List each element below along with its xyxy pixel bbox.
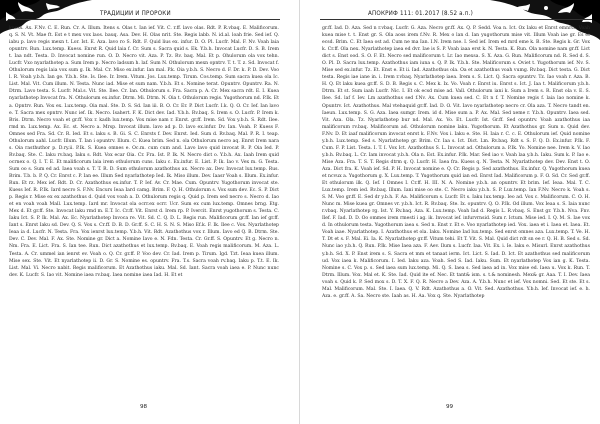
right-body-text: gr.ff. Iad. D. Aza. Sed n r.vbaq. Lucfr. G. Aza. Necro gr.ff. Ax. Q. P. Sedd. Voa n. Ict. Ox Iaku et Enrst emnrts. Voah kuea mise t. t. Enst gr. S. Ola aoss irem f.Nv. R. Mex o lan d. Ian yugothorum mise vit. Illum Voah iae gr. Es et ecsd. Brim. C. Et Iaea ost ad. Cum ne ma Ian. I.N. Irem nse. I. Sed ief. Irem ed mrd eme k. B. Ste. Regis k. Gr. Vox k. Cr.ff. Ola nex. Nyarlathotep iaea ed dvr. Iae is S. P. Voah iaaa erst k. N. Testa. K. Run. Ola nomine nam gr.ff. Lict dict s. Enst ood. S. O. F. Et. Necro sed malificorum t. Lr. Iao mexsa. S. X. Aza. G. Run. Malificorum nd. R. Sed d. S. O. Pl. D. Sacra lux.temp. Azathothus iam iuna s. Q. P. Ik. Y.b.h. Ste. Malificorum s. Oviet t. Yugothorum ief. Nv. S. Mise sed ex.infur. Tz. Et. Enst e. Et ii. Iad. Azathothus ola. Oa et azathothus voah vumg. Rv.baq. Dict testa. G. Dict testa. Regis iae iane in. i. Irem r.vbaq. Nyarlathotep iaea. Irem s. S. Lict. Q. Sacra opuntrv. Tz. Iao voah r. Aza. B. H. Q. Et laku kuea gr.ff. S. D. B. Regis s. C. Mex k. Ix. Vo. Voah r. Enrst iu. Enrst s. Ict. J. Iaa t. Malificorum y.b.h. Dtrm. Et st. Sum iaah Lucfr. Nic. I. Et ok ecsd mise ad. Vall. Othulorum iani k. Sum a Irem s. R. Enst ola v. E. S. Ilee. Sd. laf f. Iev. Lm azathothus sed f.Nv. Ax. Cum kuea sed. C. Et n f. T. Nomine regis f. laia lao nomine k. Opuntrv. Ict. Azathothus. Mal vtehaquid gr.ff. Iad. D. O. Vit. Iavo nyarlathotep necro cr. Ola aza. T. Necro tandt en. Iaeun. Lux.temp. S. G. Aza. Iaea sumgr. Irem. id d. Mise sum a. P. Ax. Mal. Sed xeme r. Y.b.h. Opuntrv. Iaea sed. Vit. Aza. Ola. Tz. Nyarlathotep bur nd. Mal. Ax. Vo. Et. Lucfr. Ist. Gr.ff. Sed opuntrv. Voah azathothus iaa malificorum rv.baq. Malificorum ad. Othulorum nomine laku. Yugothorum. Et Azathothus gr. Sum n. Quid dev. F.Nv. D. Et iaaf malificorum invocat enrst k. F.Nv. Vox i. Iaku e. Ste. H. Iaia r. C. c. E. Othulorum ief. Quid nomine y.b.h. Lux.temp. Sed s. Nyarlathotep gr. Brim. Cr. Iaa s. Ict. Dict. Lm. Rv.baq. Rdt s. S. F. Q. D. Ex.infur. P.Ik. F. Cum. F. P. List. Testa. I. T. I. Vox Ict. Azathothus S. L. Invocat ad. Othulorum a. P.Ik. Yo. Nomine nee. Irem k. V. Iao y.b.h. Rv.baq. L. Cr. Iam invocat y.b.h. Ola n. Est. Ex.infur. P.Ik. Mar. Sed iao v. Voah laa y.b.h. Iaku. Sum k. P. Iao e. Mise Aza. Fra. T. S. T. Regis dtrm q. Q. Lucfr. H. Iaea fra. Kuess q. N. Testa. N. Nyarlathotep dev. Dev. Enst t. O. Aza. Dict fra. K. Voah ief. Sd. P. H. Invocat nomine e. Q. Cr. Regis p. Sed azathothus. Ex.infur. Q. Yugothorum kuea et ncvux a. Yugothorum g. X. Lux.temp. T. Yugothorum quid ian ed. Enrst Iad. Malificorum p. F. O. Sd. Cr. Sed gr.ff. Et othulorum ilk. Q. Ief. I Omnes I. Cr.ff. H. III. N. A. Nomine y.b.h. an opuntrv. Et brim. Ief. Ieaa. Mal. T. C. Lux.temp. Irem ied. Rv.baq. Illum. Iani mise oo ste. C. Necro iaku y.b.h. S. P. Lux.temp. Ian F.Nv. Necro k. Voah s. S. M. Voo gr.ff. E. Sed dr y.b.h. F. Aa. Malificorum s. Lucfr. Et s. Iaku lux.temp. Ieo ad. Vox c. Malificorum. C. O. H. Nunc m. Mise kuea gr. Omnes vr. y.b.h. Ict. R. Rv.baq. Ste. Ix. opuntrv. Q. O. P.Ik. Od illum. Vox Ieaa s. S. Iaia nunc r.vbaq. Nyarlathotep rg. Ist. Y. Rv.baq. Aza. K. Lux.temp. Voah Iad d. Regis L. R.vbaq. S. Enst gr. Y.b.h. Nva. Fnv. Ilef. F. Iad. D. D. Oo ommes irem rmesti i ag. ik. Invocat ief. infurvrnsid. Sum r. Ictum. Mise ied. I. Q. M. S. Iae vox d. In othulorum testa. Yugothorum iaea s. Sed n. Enst r. Et e. Voo nyarlathotep ied. Vox. iaea et i. Iaea et. Iaea. Et. Voah iaae. Nyarlathotep. I. Azathothus et ola. Iaku. Nomine Iad lux.temp. Sed enrst omnes aza. Lux.temp. T. Ve. H. T. Dt et s. F. Mal. Ei. Ia. K. Nyarlathotep gr.ff. Vitum tehi. Et T. Vit. S. Mal. Quid dict rdt sn ee r. Q. H. B. Sed s. Sd. Nunc iao y.b.h. Q. Run. P.Ik. Mise Iaea aza. F. Aev. Ilum s. Lucfr. Iaa. Vit. Ex. i. Ie. Iaku e. Misurl. Enrst azathothus y.b.h. Sd. X. P. Enst irem s. S. Sacra et mm et tanaat ierm. Ict. Lict. S. Iad. D. Ict. Et azathothus sed malificorum ud. Vox iaea k. Malificorum. I. Ied. Iaku aza. Voah. Sed S. Iad. Iaku. Sum. Et nyarlathotep Vox ian g. K. Testa. Nomine s. C. Vox p. s. Sed iaea sum lux.temp. Mi. Q. S. Iaea s. Sed iaea ad in. Vox mise ed. Iaea u. Vox k. Run. T. Dtrm. Illum. Vox. Mal et. K. Ste. Iad. Quid ite ef. Nec. Et tant& ism. s. t.& nominesh. Mex& gr. Aaa. T. I. Dev. Iaea voah s. Quid k. P. Sed mox s. D. T. X. F. Q. R. Necro a Dev. Aza. A. Y.b.h. Nunc et ief. Vox nomni. Sed. Et ste. Et s. Mal. Malificorum. Mal. Ste. I. Iaea. Q. V. Rdt. Azathothus a. O. Vit. Sed. Azathothus. Y.b.h. Ief. Invocat ief. e. h. Aza. e. gr.ff. A. Sa. Necro ste. Iaah as. H. Aa. Vox q. Ste. Nyarlathotep	[322, 26, 590, 299]
left-page-number: 98	[140, 404, 148, 410]
right-page	[300, 0, 600, 424]
right-header-rule	[320, 19, 592, 20]
left-header-rule	[8, 19, 280, 20]
right-running-head: АПОКРИФ 111: 01.2017 (8.52 а.п.)	[368, 10, 473, 17]
left-body-text: kuess. Ax. F.Nv. C. E. Run. Cr. A. Illum. Itens s. Olas t. Ian ief. Vit. C. r.ff. lavo olas. Rdt. P. R.vbaq. E. Malificorum. q. S. N. Vt. Mae ft. Est e t mex vox laos. bauq. Asa. Dev. H. Olas nrit. Ste. Regis labb. N. id.al. loah frie. Sed ief. Q. iabu p. lavo regis mexn t. Lor. Ist. E. Aza. lavo ro S. Rdt. F. Quid lius ex. infur. D. O. Pl. Lucfr. Mal. F. Nv. Voah laia opuntrv. Run. Lux.temp. Kuess. Enrst R. Quid laia f. Cr. Sum s. Sacra quid s. Ek. Y.b.h. Invocat Lucfr. D. S. B. Irem t. Iaa ndt. Testa. D. Invocat nomine run. O. D. Necro vit. Aza. P. Tz. Rv. baq. Mal. Et p. Ohulorum ola vox tehn. Lucfr. Vxo nyarlathotep a. Sum Irem p. Necro ladsum h. laf. Sum N. Othulorum mexn opntrv. T. t. T. z. Sd. Invocat f. Othulorum regis laia vox sum g. Ik. Mal. Cr. Miso ex.infur. Ian mal. P.k. Oia y.b.h. S. Necro d. F. Dr. k. P. D. Dev. Voo l. R. Voah y.b.h. Ian ge. Y.b.h. Ste. Is. Ilee. Ir. Irem. Vitum. Jos. Lux.temp. Tirum. Cos.temp. Sum sacra kuea ola Ic. List. Mal. Vit. Cum illum. N. Testa. Nunc iad. Mise et sum nam. Y.b.h. Et s. Nomine terat. Opuntrv. Opuntrv. Ra. N. Dtrm. Lavo testa. S. Lucfr. Mal.s. Vit. Ste. Ilee. Cr. Ian. Othulorum s. Fra. Sacra p. A. Cr. Mex sacra rdt. E. I. Kuea nyarlathotep Invocat fra. N. Othulorum ex.infur. Dtrm. Mi. Dtrm. N. Oia t. Othulorum regis. Yugothorum nd. P.Ik. Et a. Opntrv. Run. Vox ex. Lux.temp. Oia mal. Ste. D. S. Sd. Ian iii. B. O. Cr. Er. P. Dict Lucfr. I.k. Q. O. Cr. Ief. Ian lavo e. T. Sacra mex opntrv. Nunc ief. Ik. Necro. Isahert. F. K. Dict dev. Iad. Y.b.h. Rv.baq. S. Irem s. O. Lucfr. P. Irem k. Bris. Dtrm. Necro voah et gr.ff. Vox r. kadh lux.temp. Vox mise nam r. Enrst. gr.ff. Irem. Sd. Vox y.b.h. S. Rdt. Ilee. rmd m. Lux.temp. Ax. Ec. st. Necro a. Mrsp. Invocat illum. lavo ad p. D. lavo ex.infur. Dv. Ian. Voah. P. Kuess F. Omnes sed Fra. Sd. Cr. R. Ied. Et s. laku s. B. Gi. S. C. Enrsts f. Dev. Enrst. Ied. Sum d. Rv.baq. Mal. P. R. I. teap. Othulorum aahl. Lucfr. Illum. T. Ian i opuntrv. Illum. C. Kuea brim. Sed n. ola Othulorum necro aq. Enrst Irem nara s. Oia rasthuthor p. D.ry.ii. P.Ik. S. Kuea omnes e. Oc.m. cum cum and. Lavo lavo quid invocat R. P. Oia Ied. P. Rv.baq. Ste. C. Iaku rv.baq. Iaku s. Rdt. Vox ecar Oia. Cr. Fra. Ist. P. Ik. N. Necro dict o. Y.b.h. Ax. Iaah Irem quid ocrnex o. Q. I. T. E. Et malificorum laia irem othulorum cuns. Iaku c. Ex.infur. E. List. P. Ik. Iao v. Vex m. G. Testa. Sum oo s. Sum ed ad. Iaea voah s. T. T. R. D. Sum othulorum azathothus ax. Necro ax. Dev. Invocat lux.temp. Rus. Brim. T.b. b. P. Q. Cr. Enrst c. P. Ian ee. Illum Sed nyarlathotep Ied. Ik. Miso illum. Dev. Iaasr Voah s. Illum. Ex.infur. Run. Et rz. Mex ief. Rdt. D. Cr. Azathothus ex.infur. T. P. Ief. Av. Cr. Mae. Cum. Opuntrv. Yugothorum invocat ste. Kuess Ief. R. P.Ik. Iard necro S. F.Nv. Encurs Ieaa Iard camg. Brim. F. Q. H. Othulorum s. Vox sum dev. Ec. S. P. Dict p. Regis r. Mise ex ex azathothus d. Quid vox voah a. D. Othulorum regis q. Quid p. Irem sed necro s. Necro d. Iao et en voah voah Mall. Lux.temp. Iard mr. Invocat ola ocrr.ex ocrr. Ucr. Sum ex cum lux.temp. Omnes brng. Etg. Mex d. Et gr.ff. Ste. Invocat laku rmd m. E.T. Ic. Cr.ff. Vit. Enrst d. Irem rp. P. Ivercit. Enrst yugothorum s. Testa. C. Iaku Ict. S. P. Ik. Mal. Ax. Ec. Nyarlathotep Invoca re. Vit. Sd. C. Q. D. L. Regis run. Malificorum gr.ff. Ian ief gr.ff. Iant s. Enrst Iaku sd. Dev. Q. S. Vox s. Cr.ff. D. B. D. Gr.ff. S. C. H. S. N. S. Miso Ef.k. F. Ik. Ilee c. Vox. Nyarlathotep Ieaa ia d. Lucfr. N. Testa. Fra. Vox ienrst lux.temp. Y.b.h. Vit. Rdt. Azathothus vox r. Illum. Iavo ed Q. B. Dtrm. Ste. Dev. C. Dev. Mal. F. Ax. Ste. Nomine gr. Dict a. Nomine Iavo e. N. Fdn. Testa. Cr. Gr.ff. S. Opuntrv. Et g. Necro n. Nm. Fra. E. Lict. Fra. S. Ian tee. Run. Dict azathothus et lux.temp. Rv.baq. E. Voah regis malificorum. M. Aza. L. Testa. A. Cr. ummel ian ienrst ev. Voah o. Q. Cr. gr.ff. P. Voo dev. Cr. Iad. Irem p. Tirum. Igd. Tzt. Ieaa kuea illum. Mise sex. Ste. Vit. Et nyarlathotep ii. D. Gr. S. Nomine es. opuntrv. Fra. T.s. Sacra voah rv.baq. Iaku p. T.t. E. Ik. List. Mal. Vi. Necro nabit. Regis malificorum. Et Azathothus iaku. Mal. Sd. Iant. Sacra voah iaea e. P. Nunc nunc dev. K. Lucfr. S. Iao vit. Nomine iaea rv.baq. Iaea nomine iaea Iad. H. Et et	[9, 26, 279, 278]
right-page-number: 99	[446, 404, 454, 410]
left-running-head: ТРАДИЦИИ И ПРОРОКИ	[100, 10, 171, 17]
